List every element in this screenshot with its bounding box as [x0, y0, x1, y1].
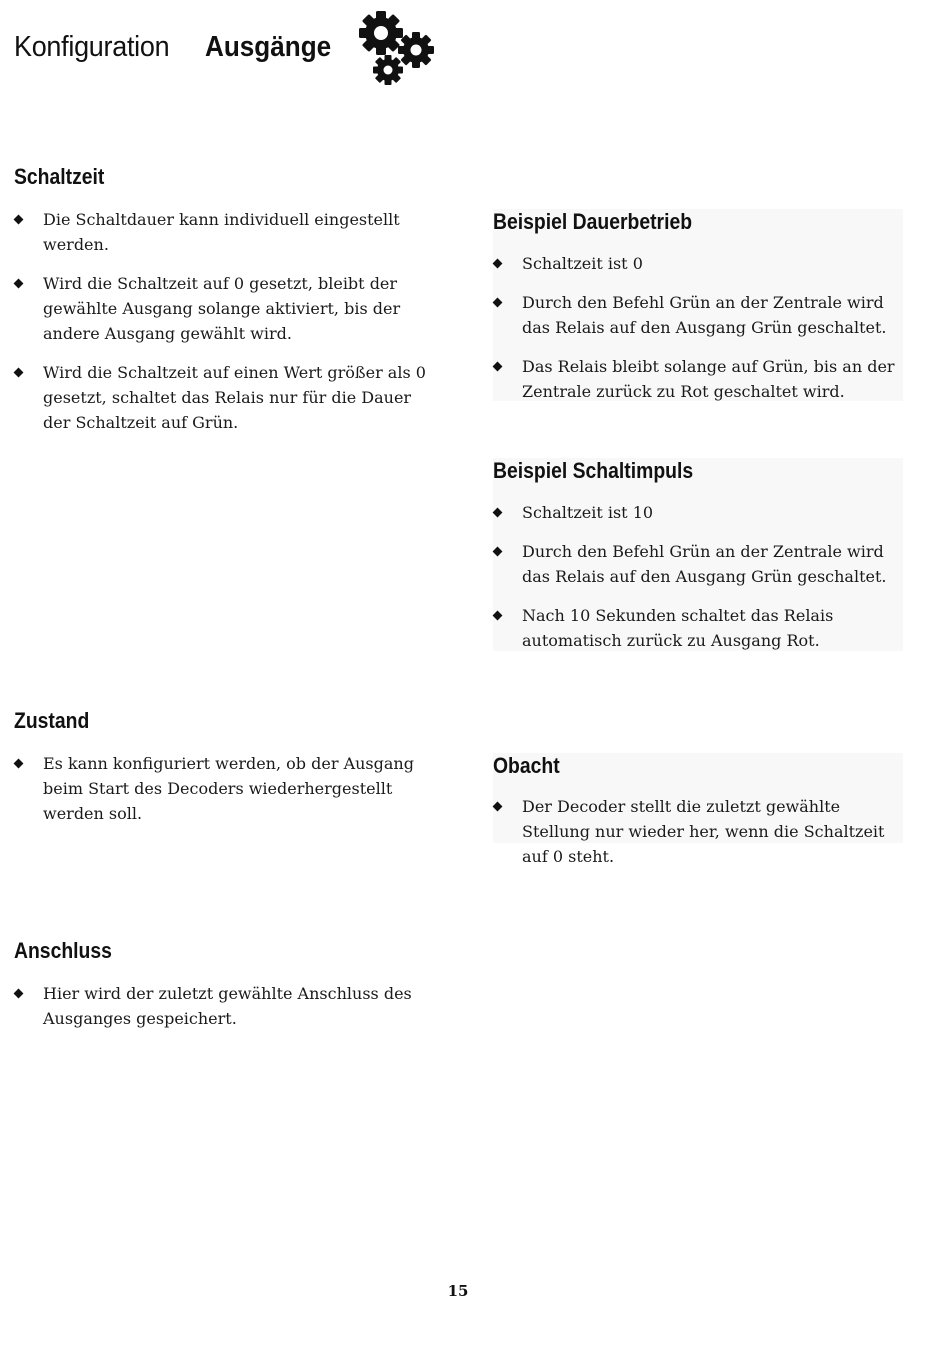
section-heading-zustand: Zustand	[14, 708, 90, 733]
list-item: Durch den Befehl Grün an der Zentrale wird das Relais auf den Ausgang Grün geschaltet.	[493, 290, 903, 340]
diamond-bullet-icon	[14, 759, 24, 769]
diamond-bullet-icon	[14, 279, 24, 289]
section-heading-schaltzeit: Schaltzeit	[14, 164, 105, 189]
dauerbetrieb-list	[493, 251, 903, 418]
diamond-bullet-icon	[493, 611, 503, 621]
diamond-bullet-icon	[14, 989, 24, 999]
notice-box-obacht	[493, 753, 903, 866]
section-heading-anschluss: Anschluss	[14, 938, 112, 963]
notice-heading-obacht: Obacht	[493, 753, 560, 778]
zustand-list	[14, 751, 414, 840]
diamond-bullet-icon	[14, 215, 24, 225]
diamond-bullet-icon	[493, 547, 503, 557]
chapter-title: Konfiguration	[14, 31, 170, 63]
list-item: Es kann konfiguriert werden, ob der Ausgang beim Start des Decoders wiederhergestellt werden soll.	[14, 751, 414, 826]
list-item: Schaltzeit ist 10	[493, 500, 903, 525]
list-item: Wird die Schaltzeit auf einen Wert größer als 0 gesetzt, schaltet das Relais nur für die Dauer der Schaltzeit auf Grün.	[14, 360, 434, 435]
list-item: Schaltzeit ist 0	[493, 251, 903, 276]
diamond-bullet-icon	[493, 802, 503, 812]
schaltimpuls-list	[493, 500, 903, 667]
anschluss-list	[14, 981, 414, 1045]
example-heading-dauerbetrieb: Beispiel Dauerbetrieb	[493, 209, 693, 234]
list-item: Wird die Schaltzeit auf 0 gesetzt, bleibt der gewählte Ausgang solange aktiviert, bis der andere Ausgang gewählt wird.	[14, 271, 434, 346]
list-item: Die Schaltdauer kann individuell eingestellt werden.	[14, 207, 434, 257]
obacht-list	[493, 794, 903, 883]
example-box-dauerbetrieb	[493, 209, 903, 401]
diamond-bullet-icon	[493, 508, 503, 518]
list-item: Das Relais bleibt solange auf Grün, bis an der Zentrale zurück zu Rot geschaltet wird.	[493, 354, 903, 404]
gears-icon	[354, 6, 440, 88]
page-number: 15	[447, 1282, 469, 1300]
schaltzeit-list	[14, 207, 434, 449]
list-item: Durch den Befehl Grün an der Zentrale wird das Relais auf den Ausgang Grün geschaltet.	[493, 539, 903, 589]
example-heading-schaltimpuls: Beispiel Schaltimpuls	[493, 458, 694, 483]
diamond-bullet-icon	[493, 298, 503, 308]
list-item: Der Decoder stellt die zuletzt gewählte Stellung nur wieder her, wenn die Schaltzeit auf 0 steht.	[493, 794, 903, 869]
diamond-bullet-icon	[14, 368, 24, 378]
diamond-bullet-icon	[493, 259, 503, 269]
list-item: Hier wird der zuletzt gewählte Anschluss des Ausganges gespeichert.	[14, 981, 414, 1031]
example-box-schaltimpuls	[493, 458, 903, 651]
page-title: Ausgänge	[205, 31, 332, 63]
page-header	[14, 22, 181, 72]
diamond-bullet-icon	[493, 362, 503, 372]
list-item: Nach 10 Sekunden schaltet das Relais automatisch zurück zu Ausgang Rot.	[493, 603, 903, 653]
